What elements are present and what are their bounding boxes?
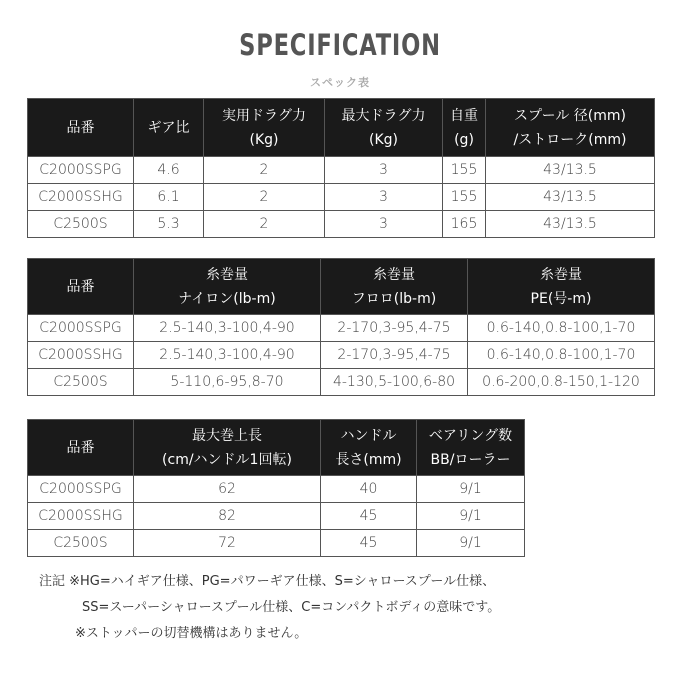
page-subtitle: スペック表	[310, 76, 370, 89]
table-cell: 0.6-140,0.8-100,1-70	[468, 342, 655, 369]
table-cell: 3	[325, 184, 443, 211]
header-cell: 品番	[28, 99, 134, 157]
table-cell: C2000SSPG	[28, 476, 134, 503]
table-cell: 45	[321, 530, 417, 557]
table-cell: C2000SSHG	[28, 342, 134, 369]
spec-table-line-capacity	[27, 258, 655, 396]
table-cell: 43/13.5	[486, 211, 655, 238]
table-cell: 3	[325, 157, 443, 184]
table-row	[28, 342, 655, 369]
header-cell: 最大ドラグ力 (Kg)	[325, 99, 443, 157]
header-cell: 糸巻量 フロロ(lb-m)	[321, 259, 468, 315]
header-cell: 実用ドラグ力 (Kg)	[204, 99, 325, 157]
table-cell: 4-130,5-100,6-80	[321, 369, 468, 396]
table-cell: C2000SSPG	[28, 315, 134, 342]
table-cell: 9/1	[417, 530, 525, 557]
table-cell: 0.6-200,0.8-150,1-120	[468, 369, 655, 396]
table-cell: 45	[321, 503, 417, 530]
note-line: SS=スーパーシャロースプール仕様、C=コンパクトボディの意味です。	[82, 600, 501, 615]
table-cell: 155	[443, 157, 486, 184]
table-cell: 40	[321, 476, 417, 503]
table-cell: 5-110,6-95,8-70	[134, 369, 321, 396]
table-cell: 2.5-140,3-100,4-90	[134, 315, 321, 342]
header-cell: 最大巻上長 (cm/ハンドル1回転)	[134, 420, 321, 476]
table-row	[28, 211, 655, 238]
table-row	[28, 157, 655, 184]
table-cell: 4.6	[134, 157, 204, 184]
table-cell: 2	[204, 184, 325, 211]
table-cell: 43/13.5	[486, 157, 655, 184]
header-cell: 品番	[28, 420, 134, 476]
table-cell: 9/1	[417, 476, 525, 503]
header-cell: スプール 径(mm) /ストローク(mm)	[486, 99, 655, 157]
note-line: 注記 ※HG=ハイギア仕様、PG=パワーギア仕様、S=シャロースプール仕様、	[39, 574, 496, 589]
page-title: SPECIFICATION	[239, 28, 441, 62]
table-cell: 62	[134, 476, 321, 503]
spec-table-retrieve-handle	[27, 419, 525, 557]
table-row	[28, 530, 525, 557]
table-cell: 3	[325, 211, 443, 238]
table-row	[28, 184, 655, 211]
table-cell: 2.5-140,3-100,4-90	[134, 342, 321, 369]
spec-table-gear-drag	[27, 98, 655, 238]
table-cell: C2500S	[28, 211, 134, 238]
table-cell: C2000SSHG	[28, 503, 134, 530]
table-cell: C2500S	[28, 369, 134, 396]
header-cell: ギア比	[134, 99, 204, 157]
table-row	[28, 503, 525, 530]
note-line: ※ストッパーの切替機構はありません。	[75, 626, 308, 641]
table-cell: C2500S	[28, 530, 134, 557]
table-cell: 2	[204, 211, 325, 238]
header-cell: ベアリング数 BB/ローラー	[417, 420, 525, 476]
table-cell: 2	[204, 157, 325, 184]
table-row	[28, 369, 655, 396]
notes	[39, 569, 500, 647]
table-cell: 5.3	[134, 211, 204, 238]
header-cell: 糸巻量 PE(号-m)	[468, 259, 655, 315]
header-cell: ハンドル 長さ(mm)	[321, 420, 417, 476]
table-cell: 0.6-140,0.8-100,1-70	[468, 315, 655, 342]
header-cell: 品番	[28, 259, 134, 315]
header-cell: 糸巻量 ナイロン(lb-m)	[134, 259, 321, 315]
table-cell: 72	[134, 530, 321, 557]
table-cell: 2-170,3-95,4-75	[321, 342, 468, 369]
table-cell: 43/13.5	[486, 184, 655, 211]
table-row	[28, 315, 655, 342]
header-cell: 自重 (g)	[443, 99, 486, 157]
table-cell: 165	[443, 211, 486, 238]
table-cell: 2-170,3-95,4-75	[321, 315, 468, 342]
table-cell: 6.1	[134, 184, 204, 211]
table-cell: 9/1	[417, 503, 525, 530]
table-cell: C2000SSHG	[28, 184, 134, 211]
table-cell: 155	[443, 184, 486, 211]
table-row	[28, 476, 525, 503]
table-cell: C2000SSPG	[28, 157, 134, 184]
table-cell: 82	[134, 503, 321, 530]
